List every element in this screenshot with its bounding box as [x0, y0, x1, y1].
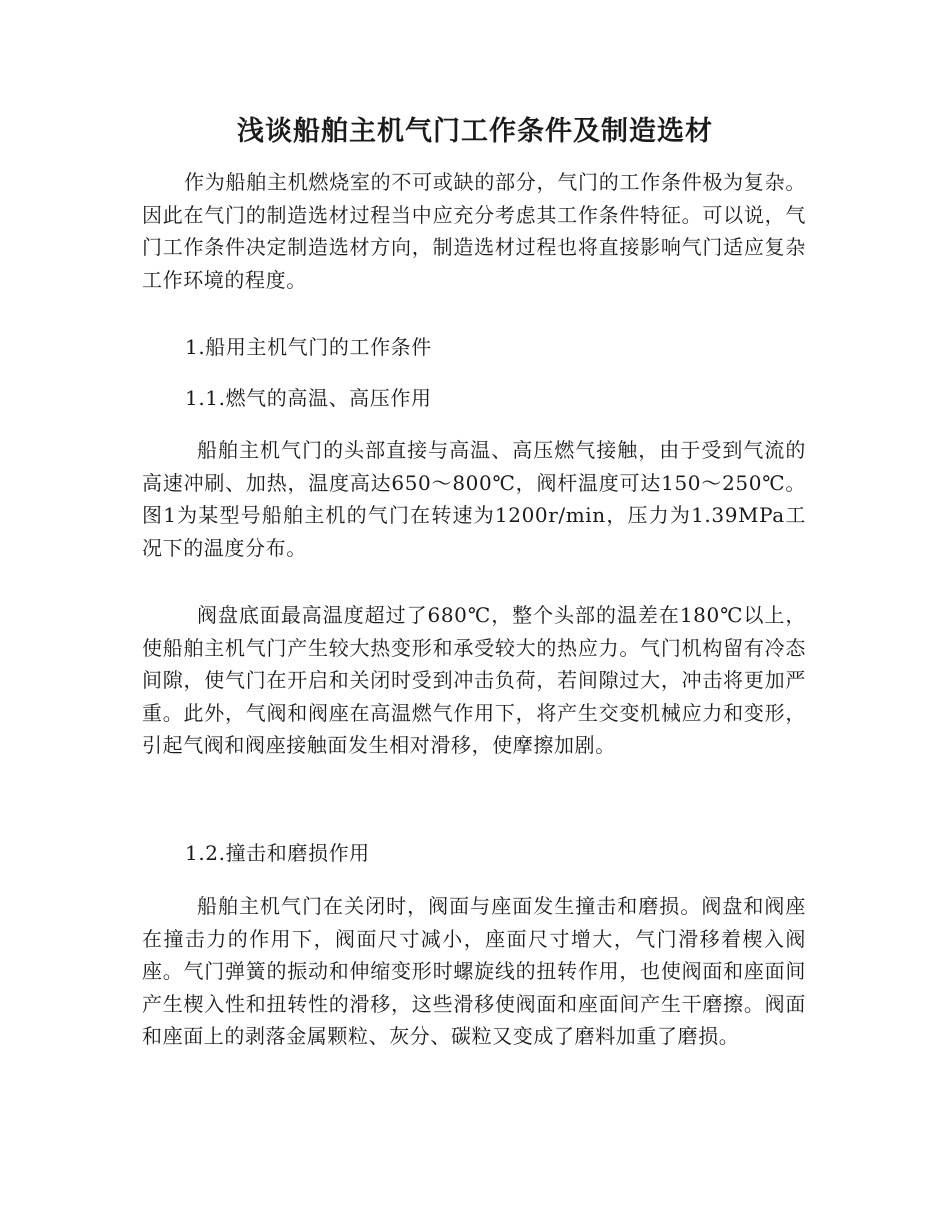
section-1-2-heading: 1.2.撞击和磨损作用 — [185, 841, 370, 865]
document-title: 浅谈船舶主机气门工作条件及制造选材 — [237, 116, 713, 147]
section-1-1-paragraph-2: 阀盘底面最高温度超过了680℃，整个头部的温差在180℃以上，使船舶主机气门产生较大热变形和承受较大的热应力。气门机构留有冷态间隙，使气门在开启和关闭时受到冲击负荷，若间隙过大，冲击将更加严重。此外，气阀和阀座在高温燃气作用下，将产生交变机械应力和变形，引起气阀和阀座接触面发生相对滑移，使摩擦加剧。 — [142, 603, 806, 757]
section-1-2-paragraph: 船舶主机气门在关闭时，阀面与座面发生撞击和磨损。阀盘和阀座在撞击力的作用下，阀面尺寸减小，座面尺寸增大，气门滑移着楔入阀座。气门弹簧的振动和伸缩变形时螺旋线的扭转作用，也使阀面和座面间产生楔入性和扭转性的滑移，这些滑移使阀面和座面间产生干磨擦。阀面和座面上的剥落金属颗粒、灰分、碳粒又变成了磨料加重了磨损。 — [142, 894, 806, 1048]
section-1-heading: 1.船用主机气门的工作条件 — [185, 335, 432, 359]
section-1-1-heading: 1.1.燃气的高温、高压作用 — [185, 386, 432, 410]
intro-paragraph: 作为船舶主机燃烧室的不可或缺的部分，气门的工作条件极为复杂。因此在气门的制造选材过程当中应充分考虑其工作条件特征。可以说，气门工作条件决定制造选材方向，制造选材过程也将直接影响气门适应复杂工作环境的程度。 — [142, 170, 806, 292]
section-1-1-paragraph-1: 船舶主机气门的头部直接与高温、高压燃气接触，由于受到气流的高速冲刷、加热，温度高达650～800℃，阀杆温度可达150～250℃。图1为某型号船舶主机的气门在转速为1200r/min，压力为1.39MPa工况下的温度分布。 — [142, 438, 806, 560]
